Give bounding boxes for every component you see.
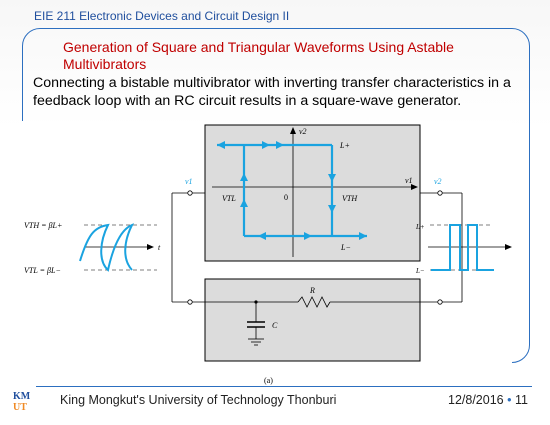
l-plus-label: L+ (340, 141, 350, 150)
footer-separator: • (507, 393, 512, 407)
right-l-minus-label: L− (416, 267, 425, 275)
right-l-plus-label: L+ (416, 223, 425, 231)
left-vtl-label: VTL = βL− (24, 266, 61, 275)
l-minus-label: L− (341, 243, 351, 252)
output-node-label: v2 (434, 177, 442, 186)
vtl-label: VTL (222, 194, 236, 203)
left-vth-label: VTH = βL+ (24, 221, 63, 230)
slide-subtitle: Generation of Square and Triangular Waveforms Using Astable Multivibrators (63, 39, 454, 72)
vth-label: VTH (342, 194, 358, 203)
footer-date-page (448, 393, 528, 407)
origin-label: 0 (284, 193, 288, 202)
slide-body-text: Connecting a bistable multivibrator with inverting transfer characteristics in a feedback loop with an RC circuit results in a square-wave generator. (33, 75, 511, 109)
kmutt-logo (12, 388, 36, 412)
capacitor-label: C (272, 321, 278, 330)
input-node-label: v1 (185, 177, 193, 186)
v1-axis-label: v1 (405, 176, 413, 185)
resistor-label: R (310, 286, 315, 295)
square-wave-generator-diagram (22, 121, 512, 389)
footer-university: King Mongkut's University of Technology Thonburi (60, 393, 337, 407)
page-number: 11 (514, 393, 528, 407)
footer-divider (36, 386, 532, 387)
time-label: t (158, 243, 161, 252)
v2-axis-label: v2 (299, 127, 307, 136)
footer-date: 12/8/2016 (448, 393, 504, 407)
svg-text:UT: UT (13, 402, 27, 412)
svg-text:KM: KM (13, 391, 31, 402)
course-title: EIE 211 Electronic Devices and Circuit Design II (34, 9, 290, 23)
figure-caption: (a) (264, 376, 273, 385)
